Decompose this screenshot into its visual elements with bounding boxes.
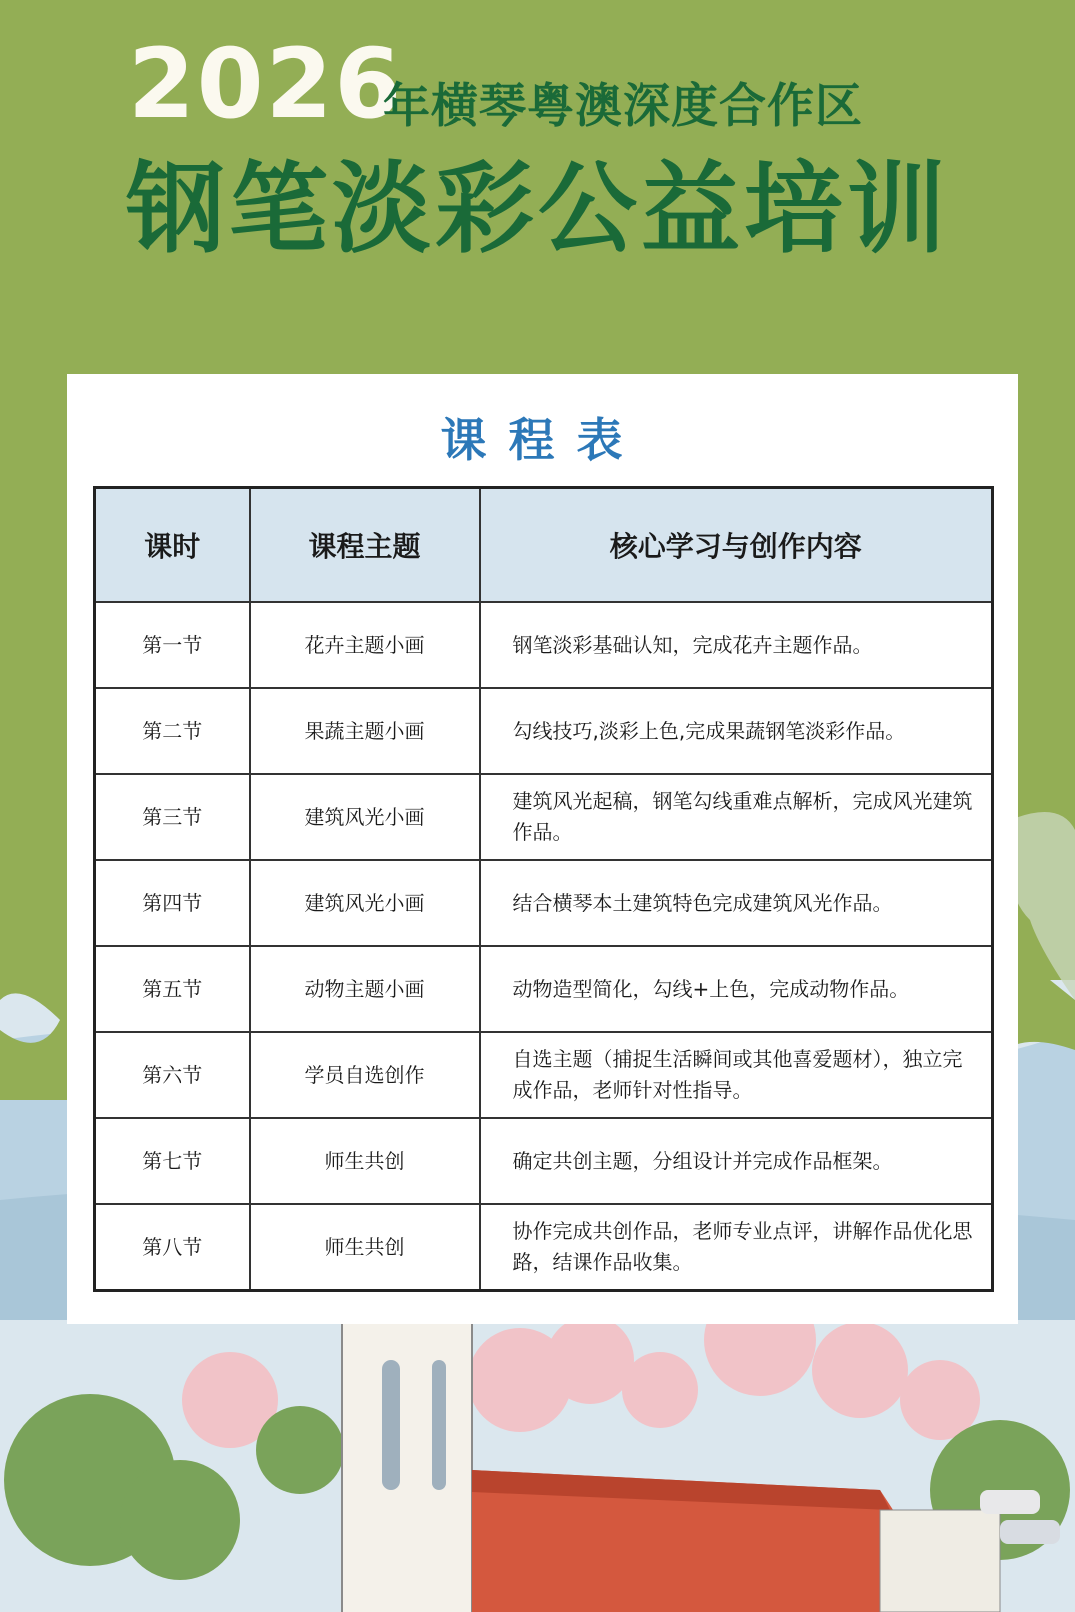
content-cell: 确定共创主题，分组设计并完成作品框架。 <box>480 1118 993 1204</box>
content-cell: 动物造型简化，勾线+上色，完成动物作品。 <box>480 946 993 1032</box>
column-header-session: 课时 <box>95 488 250 603</box>
schedule-table <box>93 486 994 1292</box>
topic-cell: 动物主题小画 <box>250 946 480 1032</box>
topic-cell: 花卉主题小画 <box>250 602 480 688</box>
content-cell: 钢笔淡彩基础认知，完成花卉主题作品。 <box>480 602 993 688</box>
table-row <box>95 1118 993 1204</box>
content-cell: 建筑风光起稿，钢笔勾线重难点解析，完成风光建筑作品。 <box>480 774 993 860</box>
table-row <box>95 1204 993 1291</box>
content-cell: 勾线技巧,淡彩上色,完成果蔬钢笔淡彩作品。 <box>480 688 993 774</box>
table-row <box>95 602 993 688</box>
content-cell: 结合横琴本土建筑特色完成建筑风光作品。 <box>480 860 993 946</box>
column-header-content: 核心学习与创作内容 <box>480 488 993 603</box>
table-row <box>95 860 993 946</box>
topic-cell: 果蔬主题小画 <box>250 688 480 774</box>
session-cell: 第四节 <box>95 860 250 946</box>
session-cell: 第二节 <box>95 688 250 774</box>
region-subtitle: 年横琴粤澳深度合作区 <box>383 79 863 134</box>
poster-header <box>0 0 1075 300</box>
training-title: 钢笔淡彩公益培训 <box>126 152 950 267</box>
session-cell: 第八节 <box>95 1204 250 1291</box>
column-header-topic: 课程主题 <box>250 488 480 603</box>
content-cell: 协作完成共创作品，老师专业点评，讲解作品优化思路，结课作品收集。 <box>480 1204 993 1291</box>
topic-cell: 建筑风光小画 <box>250 774 480 860</box>
table-row <box>95 946 993 1032</box>
table-row <box>95 688 993 774</box>
year-label: 2026 <box>128 28 404 140</box>
session-cell: 第七节 <box>95 1118 250 1204</box>
table-row <box>95 1032 993 1118</box>
topic-cell: 建筑风光小画 <box>250 860 480 946</box>
session-cell: 第一节 <box>95 602 250 688</box>
topic-cell: 学员自选创作 <box>250 1032 480 1118</box>
session-cell: 第六节 <box>95 1032 250 1118</box>
schedule-title: 课程表 <box>440 413 645 467</box>
schedule-card <box>67 374 1018 1324</box>
session-cell: 第三节 <box>95 774 250 860</box>
session-cell: 第五节 <box>95 946 250 1032</box>
topic-cell: 师生共创 <box>250 1118 480 1204</box>
content-cell: 自选主题（捕捉生活瞬间或其他喜爱题材），独立完成作品，老师针对性指导。 <box>480 1032 993 1118</box>
table-header-row <box>95 488 993 603</box>
table-row <box>95 774 993 860</box>
topic-cell: 师生共创 <box>250 1204 480 1291</box>
